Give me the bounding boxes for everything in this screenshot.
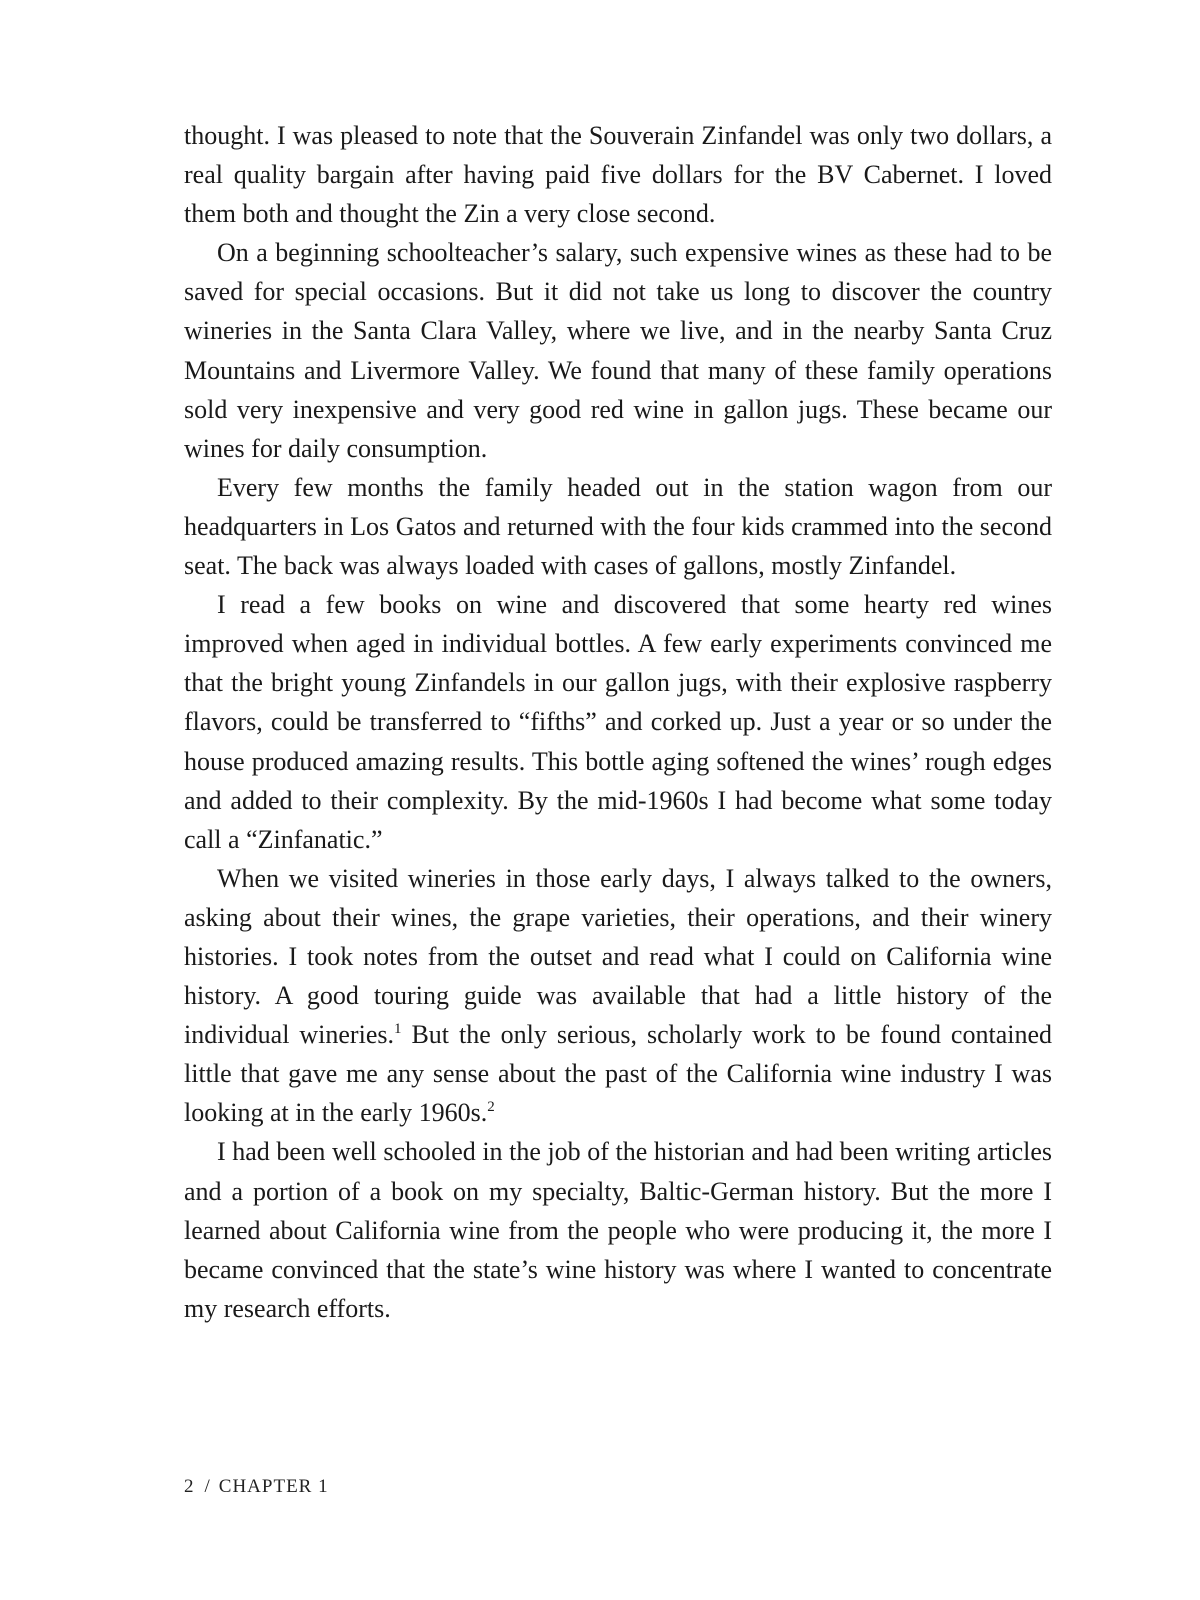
page-number: 2	[184, 1476, 195, 1497]
footnote-ref-1[interactable]: 1	[393, 1021, 402, 1038]
body-text	[184, 116, 1052, 1328]
paragraph-5-part-2: But the only serious, scholarly work to be found contained little that gave me any sense about the past of the California wine industry I was looking at in the early 1960s.	[184, 1020, 1052, 1128]
paragraph-6: I had been well schooled in the job of the historian and had been writing articles and a portion of a book on my specialty, Baltic-German history. But the more I learned about California wine from the people who were producing it, the more I became convinced that the state’s wine history was where I wanted to concentrate my research efforts.	[184, 1137, 1052, 1323]
paragraph-2: On a beginning schoolteacher’s salary, such expensive wines as these had to be saved for special occasions. But it did not take us long to discover the country wineries in the Santa Clara Valley, where we live, and in the nearby Santa Cruz Mountains and Livermore Valley. We found that many of these family operations sold very inexpensive and very good red wine in gallon jugs. These became our wines for daily consumption.	[184, 238, 1052, 463]
running-footer	[184, 1476, 329, 1498]
paragraph-5-part-1: When we visited wineries in those early days, I always talked to the owners, asking about their wines, the grape varieties, their operations, and their winery histories. I took notes from the outset and read what I could on California wine history. A good touring guide was available that had a little history of the individual wineries.	[184, 863, 1052, 1050]
chapter-label: CHAPTER 1	[218, 1476, 329, 1497]
paragraph-1: thought. I was pleased to note that the Souverain Zinfandel was only two dollars, a real quality bargain after having paid five dollars for the BV Cabernet. I loved them both and thought the Zin a very close second.	[184, 121, 1052, 229]
paragraph-3: Every few months the family headed out in the station wagon from our headquarters in Los Gatos and returned with the four kids crammed into the second seat. The back was always loaded with cases of gallons, mostly Zinfandel.	[184, 472, 1052, 581]
footer-separator: /	[204, 1476, 211, 1497]
paragraph-4: I read a few books on wine and discovered that some hearty red wines improved when aged in individual bottles. A few early experiments convinced me that the bright young Zinfandels in our gallon jugs, with their explosive raspberry flavors, could be transferred to “fifths” and corked up. Just a year or so under the house produced amazing results. This bottle aging softened the wines’ rough edges and added to their complexity. By the mid-1960s I had become what some today call a “Zinfanatic.”	[184, 590, 1052, 854]
footnote-ref-2[interactable]: 2	[487, 1099, 495, 1116]
paragraph-5	[184, 859, 1052, 1133]
